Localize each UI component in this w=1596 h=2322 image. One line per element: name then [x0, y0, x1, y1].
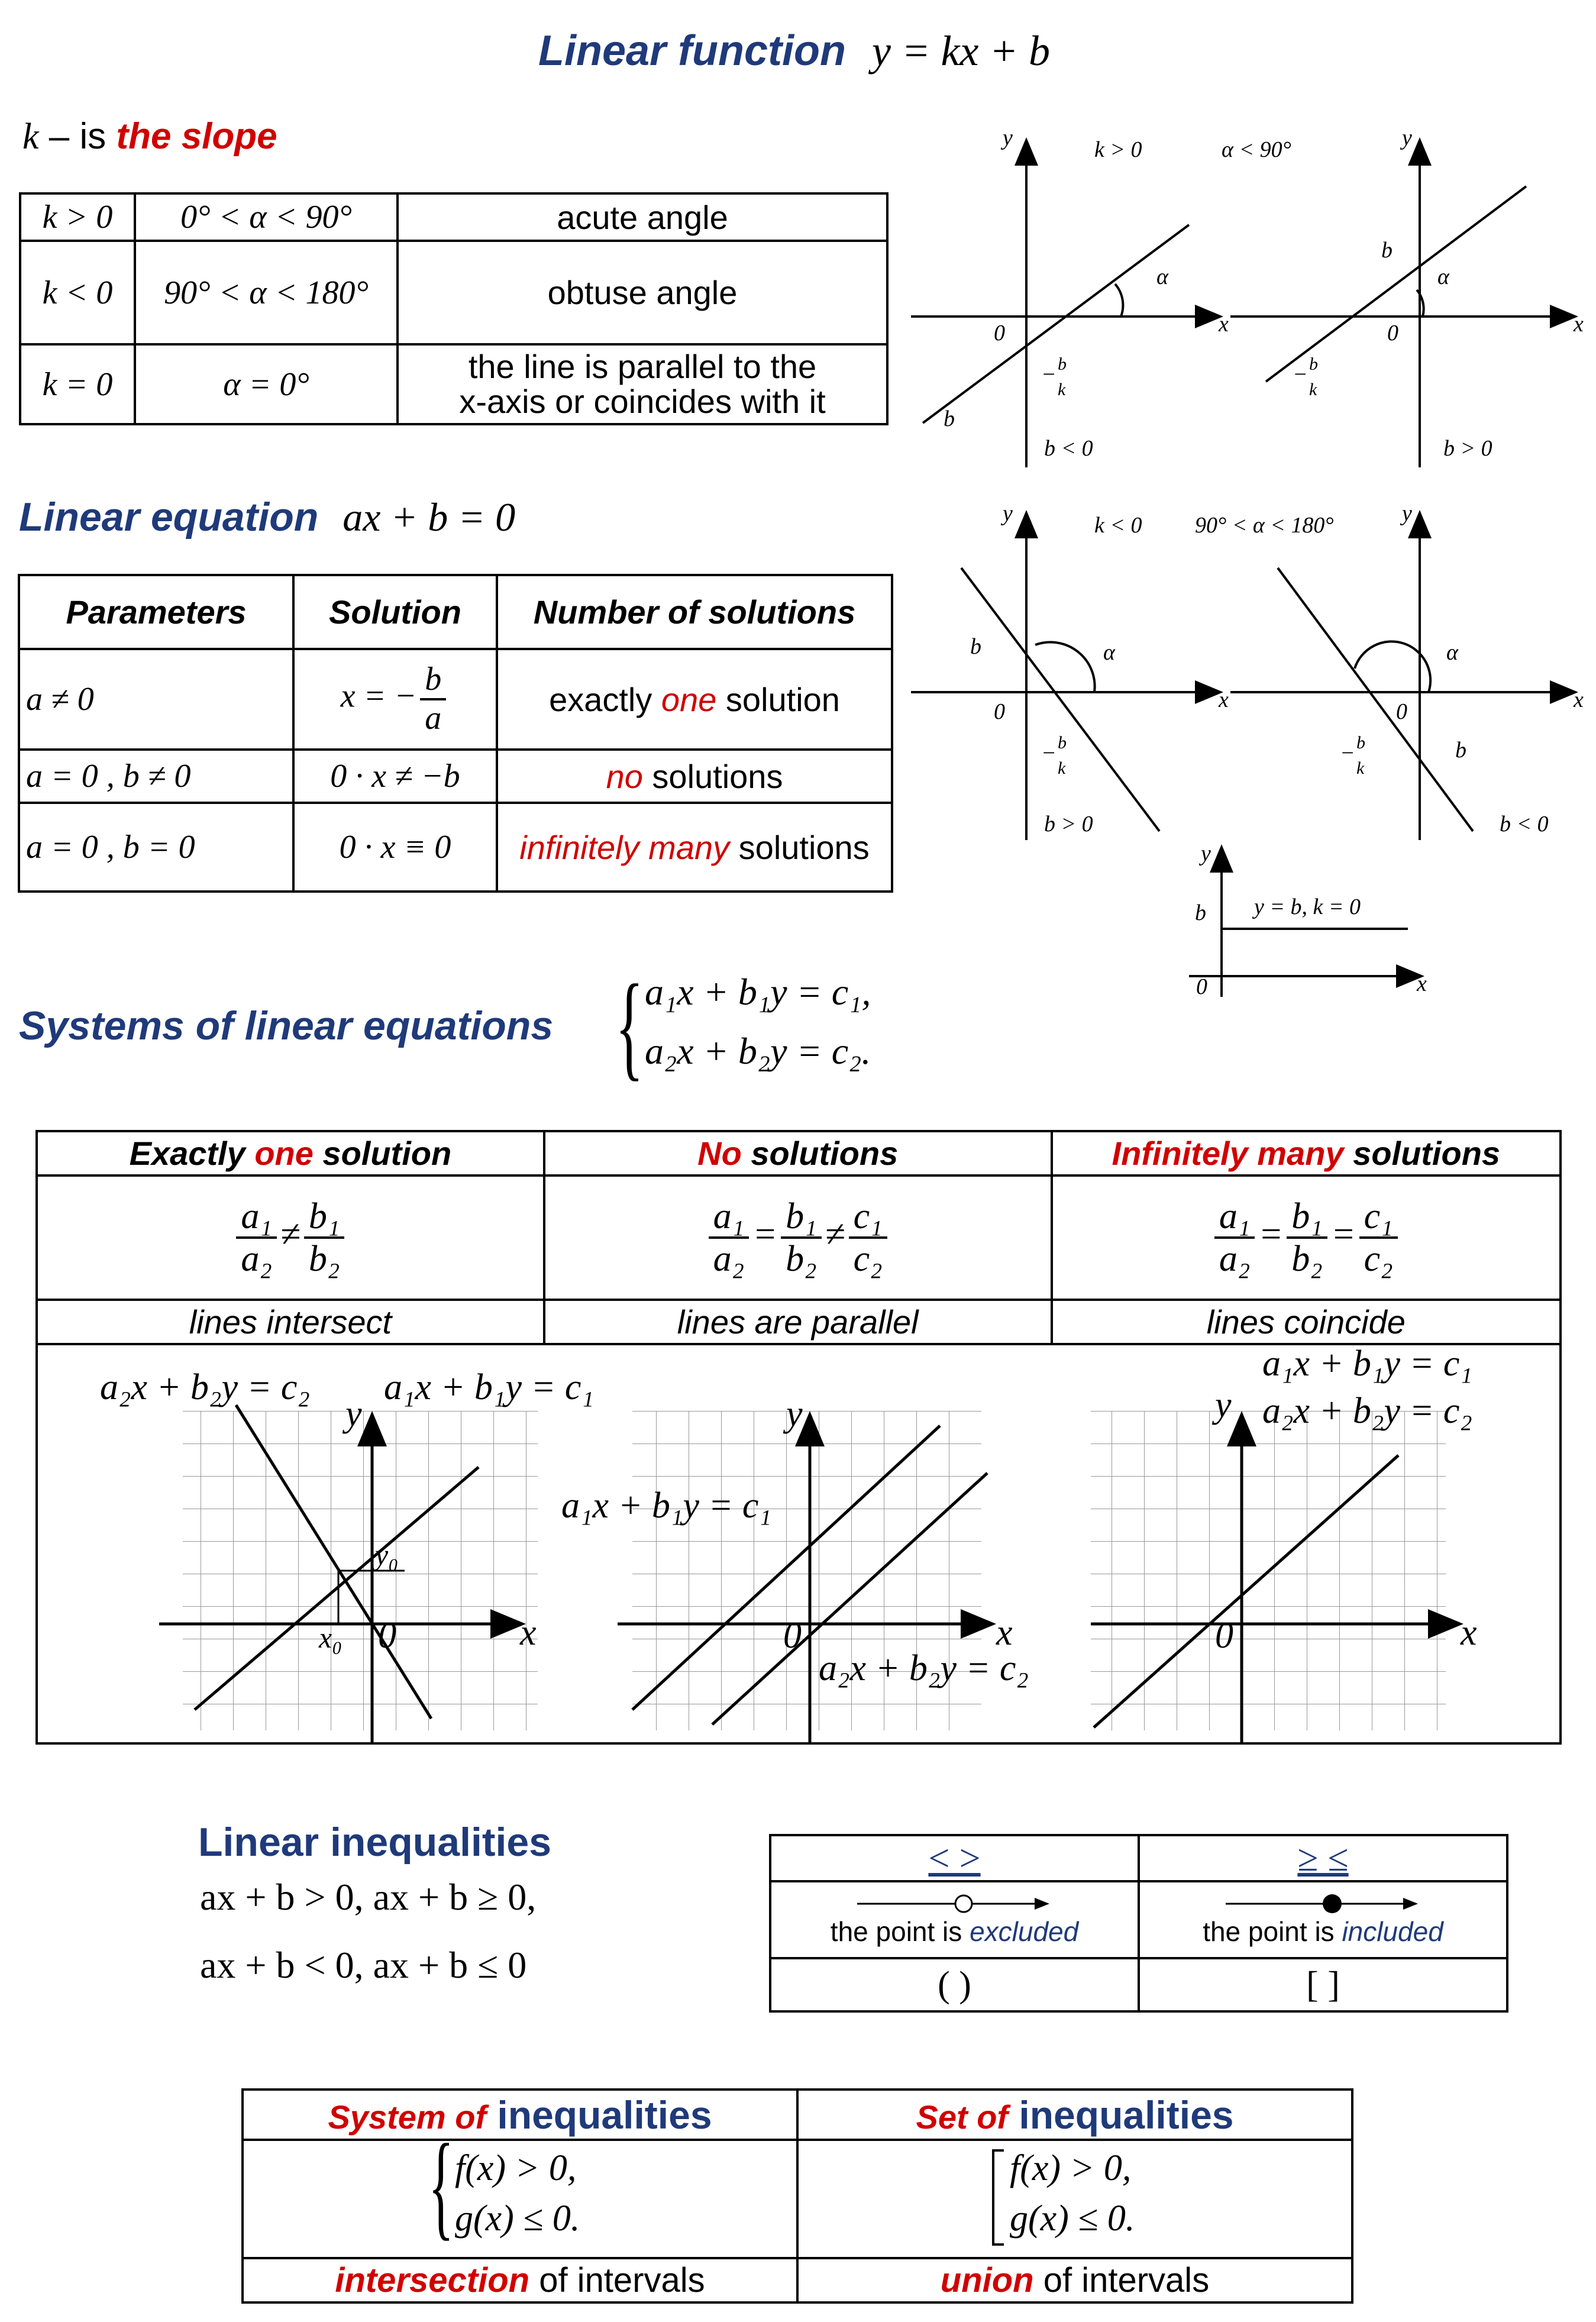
header-text: Exactly — [129, 1135, 255, 1172]
fraction-num: b — [420, 661, 446, 700]
line1-label: a₁x + b₁y = c₁ — [384, 1367, 594, 1407]
fraction-den: c₂ — [1364, 1239, 1393, 1279]
linear-equation-header-row — [19, 575, 892, 649]
slope-k-cell: k < 0 — [20, 241, 135, 344]
header-solution: Solution — [293, 575, 497, 649]
number-text: solutions — [729, 828, 870, 866]
linear-equation-table — [18, 574, 893, 893]
frac-k-label: k — [1058, 380, 1066, 399]
eq-sign: = — [752, 1214, 778, 1255]
linear-equation-formula: ax + b = 0 — [343, 495, 516, 540]
x-label: x — [1574, 312, 1584, 337]
set-formula — [986, 2145, 1164, 2245]
acute-label: α < 90° — [1222, 137, 1291, 162]
point-text: the point is — [1203, 1916, 1342, 1947]
slope-graphs — [899, 112, 1585, 1012]
intersection-cell — [243, 2258, 797, 2302]
slope-word: the slope — [116, 116, 277, 157]
number-text: solution — [716, 680, 840, 718]
zero-label: 0 — [1215, 1615, 1233, 1656]
fraction-num: a₁ — [1214, 1196, 1255, 1239]
brackets: [ ] — [1139, 1958, 1507, 2011]
frac-k-label: k — [1356, 758, 1365, 778]
b-neg-label: b < 0 — [1500, 812, 1549, 837]
angle-arc — [1115, 284, 1123, 317]
fraction-num: b₁ — [781, 1196, 822, 1239]
set-bracket — [992, 2149, 1004, 2246]
slope-row-negative — [20, 241, 887, 344]
included-number-line — [1226, 1892, 1421, 1916]
excluded-text — [777, 1916, 1132, 1948]
solution-cell — [293, 649, 497, 750]
fraction-den: a₂ — [1219, 1239, 1251, 1279]
fraction-den: b₂ — [1291, 1239, 1323, 1279]
slope-desc-cell: obtuse angle — [398, 241, 887, 344]
frac-k-label: k — [1058, 758, 1066, 778]
inequality-type-row — [770, 1835, 1507, 1881]
frac-b-label: b — [1356, 733, 1365, 753]
slope-k: k — [22, 117, 39, 157]
y-label: y — [1003, 501, 1013, 526]
header-highlight: one — [254, 1135, 314, 1172]
line2-label: a₂x + b₂y = c₂ — [100, 1367, 310, 1407]
zero-label: 0 — [1387, 321, 1398, 345]
fraction-b — [781, 1196, 822, 1279]
number-highlight: infinitely many — [519, 828, 730, 866]
fraction-num: a₁ — [236, 1196, 277, 1239]
b-pos-label: b > 0 — [1044, 812, 1093, 837]
fraction-den: a₂ — [713, 1239, 745, 1279]
header-text: solution — [313, 1135, 452, 1172]
fraction-a — [1214, 1196, 1255, 1279]
line2-label: a₂x + b₂y = c₂ — [1262, 1390, 1472, 1431]
f-inequality: f(x) > 0, — [455, 2148, 577, 2188]
y0-label: y₀ — [375, 1538, 399, 1571]
fraction-num: b₁ — [304, 1196, 345, 1239]
inequality-point-row — [770, 1881, 1507, 1958]
slope-desc-line1: the line is parallel to the — [468, 347, 817, 385]
header-highlight: System of — [328, 2098, 487, 2136]
fraction-a — [236, 1196, 277, 1279]
line1-label: a₁x + b₁y = c₁ — [561, 1485, 771, 1526]
y-label: y — [1003, 125, 1013, 150]
linear-function-title: Linear function — [538, 27, 846, 75]
y-label: y — [786, 1393, 803, 1434]
included-text — [1146, 1916, 1500, 1948]
set-header — [797, 2090, 1352, 2140]
neg-label: − — [1293, 362, 1308, 387]
y-label: y — [1402, 501, 1412, 526]
header-highlight: Set of — [916, 2098, 1009, 2136]
slope-definition — [22, 115, 277, 158]
inequality-types-table — [769, 1834, 1508, 2013]
fraction-num: b₁ — [1287, 1196, 1327, 1239]
header-text: inequalities — [486, 2092, 712, 2137]
filled-point-icon — [1323, 1894, 1342, 1913]
systems-table — [35, 1130, 1562, 1745]
k-neg-label: k < 0 — [1094, 513, 1142, 538]
number-cell — [497, 649, 892, 750]
set-formula-cell — [797, 2140, 1352, 2258]
result-text: of intervals — [529, 2261, 705, 2300]
system-brace: { — [428, 2120, 454, 2251]
fraction-num: c₁ — [849, 1196, 887, 1239]
header-no-solutions — [544, 1131, 1052, 1175]
number-highlight: no — [606, 757, 643, 795]
neg-label: − — [1041, 741, 1057, 766]
alpha-label: α — [1446, 640, 1458, 665]
systems-heading — [19, 1003, 553, 1049]
slope-angle-cell: 90° < α < 180° — [135, 241, 398, 344]
frac-b-label: b — [1058, 733, 1067, 753]
slope-angle-cell: 0° < α < 90° — [135, 193, 398, 241]
slope-desc-cell — [398, 344, 887, 424]
number-highlight: one — [661, 680, 717, 718]
y-label: y — [1215, 1384, 1232, 1425]
header-highlight: Infinitely many — [1112, 1135, 1344, 1172]
number-cell — [497, 803, 892, 892]
b-neg-label: b < 0 — [1044, 436, 1093, 461]
inequalities-line2: ax + b < 0, ax + b ≤ 0 — [200, 1944, 527, 1986]
zero-label: 0 — [994, 699, 1005, 724]
systems-result-row — [37, 1300, 1561, 1344]
fraction-den: a₂ — [241, 1239, 272, 1279]
header-parameters: Parameters — [19, 575, 293, 649]
b-pos-label: b > 0 — [1443, 436, 1492, 461]
fraction-num: c₁ — [1359, 1196, 1398, 1239]
obtuse-label: 90° < α < 180° — [1195, 513, 1334, 538]
alpha-label: α — [1103, 640, 1115, 665]
y-label: y — [1402, 125, 1412, 150]
fraction-den: b₂ — [308, 1239, 340, 1279]
y-label: y — [345, 1393, 362, 1434]
eq-sign: = — [1330, 1214, 1356, 1255]
system-set-result-row — [243, 2258, 1352, 2302]
fraction-c — [849, 1196, 887, 1279]
line2-label: a₂x + b₂y = c₂ — [819, 1648, 1029, 1688]
strict-signs: < > — [770, 1835, 1139, 1881]
systems-graph-row — [37, 1344, 1561, 1743]
solution-cell: 0 · x ≡ 0 — [293, 803, 497, 892]
open-point-icon — [955, 1895, 972, 1912]
header-number: Number of solutions — [497, 575, 892, 649]
eq-sign: = — [1258, 1214, 1284, 1255]
condition-none — [544, 1175, 1052, 1300]
zero-label: 0 — [1196, 974, 1207, 999]
slope-dash: – is — [38, 116, 117, 157]
slope-desc-cell: acute angle — [398, 193, 887, 241]
slope-row-positive — [20, 193, 887, 241]
zero-label: 0 — [783, 1615, 802, 1656]
result-intersect: lines intersect — [37, 1300, 544, 1344]
fraction-den: c₂ — [853, 1239, 883, 1279]
frac-k-label: k — [1309, 380, 1317, 399]
point-highlight: included — [1342, 1916, 1443, 1947]
linear-function-heading — [538, 27, 1050, 76]
alpha-label: α — [1437, 264, 1449, 289]
horizontal-label: y = b, k = 0 — [1254, 894, 1361, 919]
g-inequality: g(x) ≤ 0. — [1010, 2198, 1135, 2239]
result-parallel: lines are parallel — [544, 1300, 1052, 1344]
fraction-b — [304, 1196, 345, 1279]
result-text: of intervals — [1033, 2261, 1210, 2300]
zero-label: 0 — [994, 321, 1005, 345]
b-label: b — [1195, 900, 1206, 925]
result-highlight: intersection — [335, 2261, 530, 2300]
header-one-solution — [37, 1131, 544, 1175]
linear-equation-row — [19, 803, 892, 892]
included-cell — [1139, 1881, 1507, 1958]
slope-angle-cell: α = 0° — [135, 344, 398, 424]
frac-b-label: b — [1058, 354, 1067, 374]
slope-row-zero — [20, 344, 887, 424]
zero-label: 0 — [1396, 699, 1407, 724]
parentheses: ( ) — [770, 1958, 1139, 2011]
linear-equation-title: Linear equation — [19, 495, 319, 540]
nonstrict-signs: ≥ ≤ — [1139, 1835, 1507, 1881]
point-text: the point is — [830, 1916, 970, 1947]
systems-title: Systems of linear equations — [19, 1003, 554, 1048]
x-label: x — [1461, 1612, 1477, 1653]
result-highlight: union — [940, 2261, 1034, 2300]
x-label: x — [520, 1612, 537, 1653]
b-label: b — [1381, 238, 1393, 263]
param-cell: a ≠ 0 — [19, 649, 293, 750]
x0-label: x₀ — [319, 1620, 343, 1654]
neg-label: − — [1041, 362, 1057, 387]
solution-fraction — [420, 661, 446, 737]
linear-equation-heading — [19, 494, 515, 541]
header-text: solutions — [741, 1135, 899, 1172]
param-cell: a = 0 , b = 0 — [19, 803, 293, 892]
fraction-a — [709, 1196, 749, 1279]
ne-sign: ≠ — [825, 1214, 845, 1255]
x-label: x — [1219, 687, 1229, 712]
zero-label: 0 — [378, 1615, 396, 1656]
line-k-pos-b-pos — [1266, 186, 1526, 382]
system-eq2: a₂x + b₂y = c₂. — [645, 1030, 871, 1072]
header-text: solutions — [1343, 1135, 1501, 1172]
system-set-formula-row — [243, 2140, 1352, 2258]
header-text: inequalities — [1008, 2092, 1234, 2137]
fraction-den: b₂ — [786, 1239, 817, 1279]
systems-graph-cell — [37, 1344, 1561, 1743]
number-text: solutions — [642, 757, 783, 795]
number-text: exactly — [549, 680, 661, 718]
angle-arc — [1035, 642, 1095, 692]
excluded-cell — [770, 1881, 1139, 1958]
fraction-den: a — [425, 700, 442, 737]
solution-cell: 0 · x ≠ −b — [293, 750, 497, 803]
x-label: x — [1417, 971, 1427, 996]
fraction-num: a₁ — [709, 1196, 749, 1239]
left-brace: { — [615, 961, 644, 1091]
header-highlight: No — [697, 1135, 742, 1172]
system-header — [243, 2090, 797, 2140]
param-cell: a = 0 , b ≠ 0 — [19, 750, 293, 803]
system-eq1: a₁x + b₁y = c₁, — [645, 971, 871, 1013]
system-set-header-row — [243, 2090, 1352, 2140]
fraction-c — [1359, 1196, 1398, 1279]
fraction-b — [1287, 1196, 1327, 1279]
condition-one — [37, 1175, 544, 1300]
point-highlight: excluded — [970, 1916, 1079, 1947]
b-label: b — [1455, 738, 1466, 763]
slope-k-cell: k > 0 — [20, 193, 135, 241]
system-formula — [428, 2120, 609, 2251]
header-infinite-solutions — [1052, 1131, 1561, 1175]
line1-label: a₁x + b₁y = c₁ — [1262, 1345, 1472, 1384]
k-pos-label: k > 0 — [1094, 137, 1142, 162]
result-coincide: lines coincide — [1052, 1300, 1561, 1344]
union-cell — [797, 2258, 1352, 2302]
b-label: b — [944, 406, 955, 431]
b-label: b — [970, 634, 981, 659]
systems-graphs — [38, 1346, 1559, 1742]
frac-b-label: b — [1309, 354, 1318, 374]
inequalities-title: Linear inequalities — [198, 1820, 552, 1865]
inequalities-line1: ax + b > 0, ax + b ≥ 0, — [200, 1876, 537, 1918]
slope-k-cell: k = 0 — [20, 344, 135, 424]
slope-table — [19, 192, 889, 425]
excluded-number-line — [857, 1892, 1052, 1916]
slope-desc-line2: x-axis or coincides with it — [459, 382, 826, 420]
condition-infinite — [1052, 1175, 1561, 1300]
line-k-neg-b-pos — [961, 568, 1159, 831]
system-formula-cell — [243, 2120, 797, 2258]
ne-sign: ≠ — [280, 1214, 301, 1255]
x-label: x — [1574, 687, 1584, 712]
solution-lhs: x = − — [340, 677, 417, 715]
systems-condition-row — [37, 1175, 1561, 1300]
linear-function-formula: y = kx + b — [872, 27, 1051, 75]
line-k-neg-b-neg — [1278, 568, 1473, 831]
line-k-pos-b-neg — [923, 225, 1189, 423]
number-cell — [497, 750, 892, 803]
inequality-bracket-row — [770, 1958, 1507, 2011]
g-inequality: g(x) ≤ 0. — [455, 2198, 580, 2239]
y-label: y — [1201, 841, 1211, 866]
system-set-table — [241, 2088, 1353, 2304]
linear-equation-row — [19, 750, 892, 803]
f-inequality: f(x) > 0, — [1010, 2148, 1132, 2188]
alpha-label: α — [1156, 264, 1168, 289]
neg-label: − — [1340, 741, 1355, 766]
linear-equation-row — [19, 649, 892, 750]
x-label: x — [1219, 312, 1229, 337]
systems-header-row — [37, 1131, 1561, 1175]
x-label: x — [996, 1612, 1013, 1653]
